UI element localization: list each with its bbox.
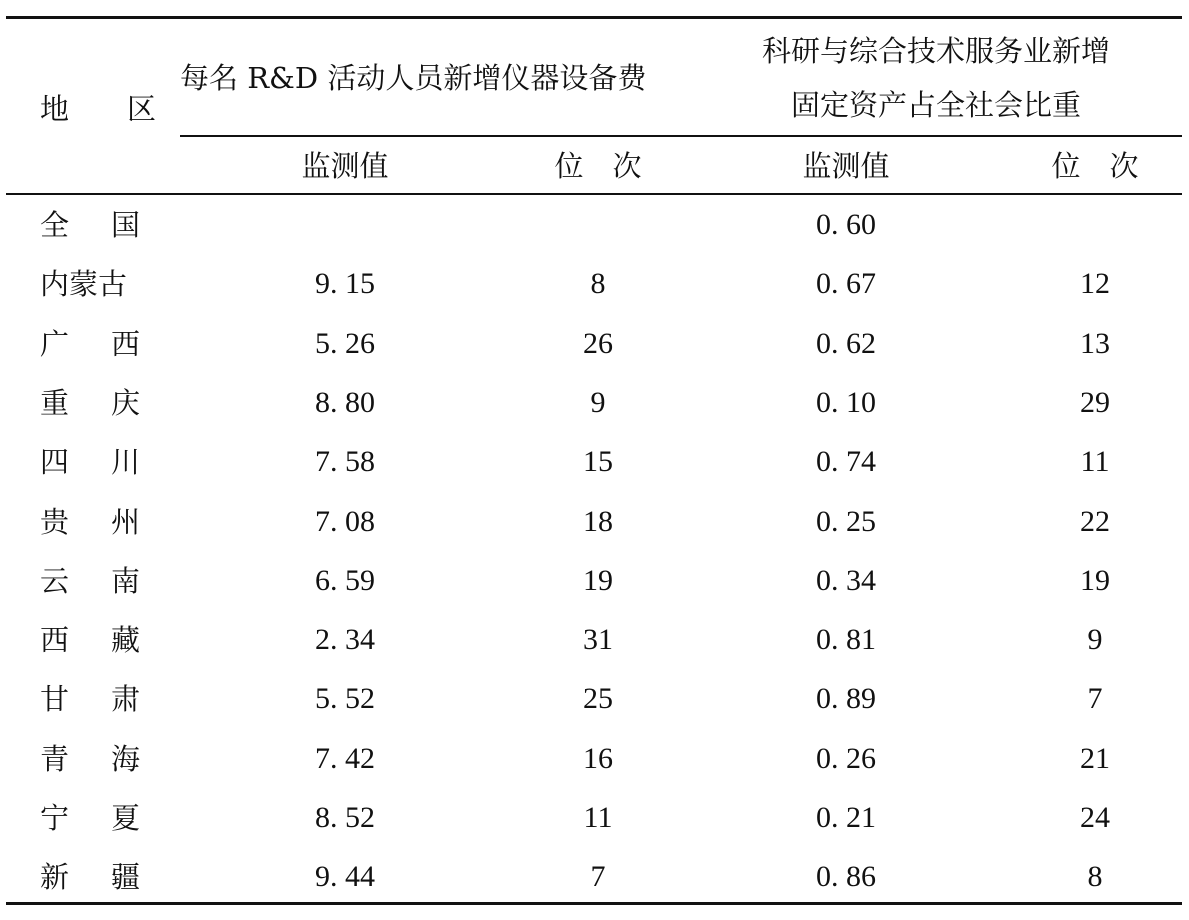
cell-rank: 26 (583, 326, 613, 360)
row-region (40, 267, 140, 302)
region-text: 海 (110, 741, 140, 776)
header-region: 地 区 (40, 92, 157, 126)
cell-monitor-value: 6. 59 (315, 563, 375, 597)
region-text: 青 (40, 741, 70, 776)
region-text: 肃 (110, 682, 140, 717)
region-text: 四 (40, 445, 70, 480)
cell-monitor-value: 0. 26 (816, 741, 876, 775)
cell-monitor-value: 0. 21 (816, 801, 876, 834)
region-text: 贵 (40, 504, 70, 539)
row-region (40, 445, 140, 480)
cell-rank: 18 (583, 504, 613, 538)
cell-monitor-value: 9. 15 (315, 267, 375, 301)
region-text: 云 (40, 563, 70, 598)
cell-monitor-value: 0. 60 (816, 208, 876, 241)
cell-rank: 31 (583, 623, 613, 657)
cell-rank: 7 (590, 860, 606, 894)
subheader-rank-2: 位 次 (1051, 149, 1139, 183)
cell-rank: 8 (1087, 860, 1103, 894)
cell-monitor-value: 9. 44 (315, 860, 375, 894)
cell-monitor-value: 0. 81 (816, 623, 876, 657)
cell-monitor-value: 8. 52 (315, 801, 375, 834)
cell-monitor-value: 0. 89 (816, 682, 876, 716)
cell-rank: 11 (583, 801, 613, 834)
cell-monitor-value: 0. 25 (816, 504, 876, 538)
cell-rank: 19 (583, 563, 613, 597)
region-text: 甘 (40, 682, 70, 717)
cell-monitor-value: 7. 58 (315, 445, 375, 479)
region-text: 川 (110, 445, 140, 480)
cell-rank: 12 (1080, 267, 1110, 301)
cell-rank: 7 (1087, 682, 1103, 716)
header-bottom-rule (6, 193, 1182, 195)
cell-monitor-value: 5. 52 (315, 682, 375, 716)
row-region (40, 385, 140, 420)
cell-monitor-value: 0. 67 (816, 267, 876, 301)
region-text: 新 (40, 860, 70, 895)
cell-rank: 24 (1080, 801, 1110, 834)
cell-rank: 8 (590, 267, 606, 301)
table-bottom-rule (6, 902, 1182, 905)
header-group-fixed-assets-line2: 固定资产占全社会比重 (790, 88, 1082, 122)
cell-rank: 29 (1080, 385, 1110, 419)
cell-rank: 9 (1087, 623, 1103, 657)
subheader-value-2: 监测值 (802, 149, 890, 183)
cell-monitor-value: 0. 74 (816, 445, 876, 479)
region-text: 内蒙古 (40, 267, 128, 302)
cell-rank: 22 (1080, 504, 1110, 538)
cell-monitor-value: 2. 34 (315, 623, 375, 657)
cell-rank: 11 (1080, 445, 1110, 479)
cell-rank: 25 (583, 682, 613, 716)
region-text: 藏 (110, 623, 140, 658)
cell-monitor-value: 5. 26 (315, 326, 375, 360)
row-region (40, 623, 140, 658)
cell-monitor-value: 7. 08 (315, 504, 375, 538)
region-text: 南 (110, 563, 140, 598)
cell-rank: 16 (583, 741, 613, 775)
subheader-rank-1: 位 次 (554, 149, 642, 183)
header-group-rule (180, 135, 1182, 137)
subheader-value-1: 监测值 (301, 149, 389, 183)
cell-monitor-value: 0. 10 (816, 385, 876, 419)
cell-monitor-value: 0. 86 (816, 860, 876, 894)
region-text: 庆 (110, 385, 140, 420)
region-text: 西 (110, 326, 140, 361)
region-text: 广 (40, 326, 70, 361)
row-region (40, 208, 140, 242)
row-region (40, 860, 140, 895)
cell-monitor-value: 7. 42 (315, 741, 375, 775)
cell-rank: 9 (590, 385, 606, 419)
region-text: 国 (110, 208, 140, 242)
header-group-equipment-cost: 每名 R&D 活动人员新增仪器设备费 (180, 61, 647, 95)
cell-rank: 21 (1080, 741, 1110, 775)
region-text: 疆 (110, 860, 140, 895)
row-region (40, 563, 140, 598)
row-region (40, 504, 140, 539)
region-text: 重 (40, 385, 70, 420)
region-text: 西 (40, 623, 70, 658)
cell-monitor-value: 8. 80 (315, 385, 375, 419)
region-text: 夏 (110, 801, 140, 835)
header-group-fixed-assets-line1: 科研与综合技术服务业新增 (761, 34, 1111, 68)
cell-monitor-value: 0. 34 (816, 563, 876, 597)
table-top-rule (6, 16, 1182, 19)
cell-rank: 19 (1080, 563, 1110, 597)
row-region (40, 682, 140, 717)
region-text: 宁 (40, 801, 70, 835)
row-region (40, 326, 140, 361)
region-text: 全 (40, 208, 70, 242)
row-region (40, 741, 140, 776)
cell-rank: 15 (583, 445, 613, 479)
cell-rank: 13 (1080, 326, 1110, 360)
row-region (40, 801, 140, 835)
region-text: 州 (110, 504, 140, 539)
cell-monitor-value: 0. 62 (816, 326, 876, 360)
